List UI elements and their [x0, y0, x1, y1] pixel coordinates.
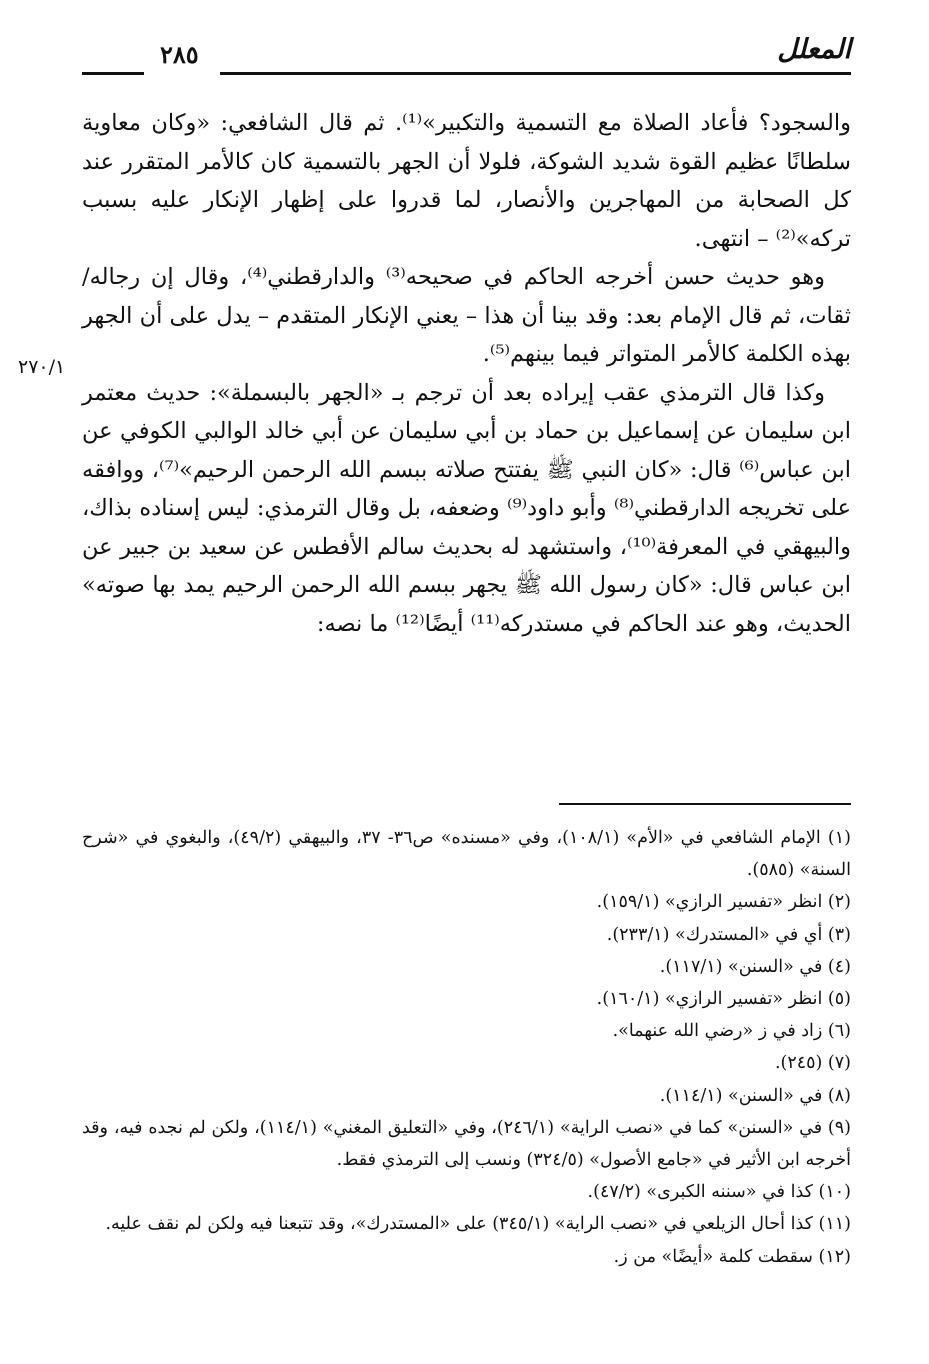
footnote: (٦) زاد في ز «رضي الله عنهما».: [612, 1021, 851, 1042]
header-rule: [220, 72, 851, 75]
footnote: (١١) كذا أحال الزيلعي في «نصب الراية» (٣٤٥/١) على «المستدرك»، وقد تتبعنا فيه ولكن لم نقف عليه.: [105, 1214, 851, 1235]
footnote: (٧) (٢٤٥).: [774, 1053, 851, 1074]
footnote: (٤) في «السنن» (١١٧/١).: [659, 956, 851, 977]
running-title: المعلل: [777, 34, 851, 65]
footnote-separator: [559, 803, 851, 805]
paragraph: والسجود؟ فأعاد الصلاة مع التسمية والتكبير»⁽¹⁾. ثم قال الشافعي: «وكان معاوية سلطانًا عظيم القوة شديد الشوكة، فلولا أن الجهر بالتسمية كان كالأمر المتقرر عند كل الصحابة من المهاجرين والأنصار، لما قدروا على إظهار الإنكار عليه بسبب تركه»⁽²⁾ – انتهى.: [82, 110, 851, 252]
footnote: (٨) في «السنن» (١١٤/١).: [659, 1085, 851, 1106]
running-header: [82, 34, 851, 82]
footnote: (٢) انظر «تفسير الرازي» (١٥٩/١).: [596, 892, 851, 913]
footnote: (٣) أي في «المستدرك» (٢٣٣/١).: [606, 924, 851, 945]
footnote: (١) الإمام الشافعي في «الأم» (١٠٨/١)، وفي «مسنده» ص٣٦- ٣٧، والبيهقي (٤٩/٢)، والبغوي في «شرح السنة» (٥٨٥).: [82, 828, 851, 881]
margin-manuscript-reference: ٢٧٠/١: [18, 356, 66, 378]
footnote: (٩) في «السنن» كما في «نصب الراية» (٢٤٦/١)، وفي «التعليق المغني» (١١٤/١)، ولكن لم نجده فيه، وقد أخرجه ابن الأثير في «جامع الأصول» (٣٢٤/٥) ونسب إلى الترمذي فقط.: [82, 1117, 851, 1171]
header-rule-short: [82, 72, 144, 75]
main-text: [82, 104, 851, 643]
footnote: (١٢) سقطت كلمة «أيضًا» من ز.: [613, 1246, 851, 1267]
paragraph: وكذا قال الترمذي عقب إيراده بعد أن ترجم بـ «الجهر بالبسملة»: حديث معتمر ابن سليمان عن إسماعيل بن حماد بن أبي سليمان عن أبي خالد الوالبي الكوفي عن ابن عباس⁽⁶⁾ قال: «كان النبي ﷺ يفتتح صلاته ببسم الله الرحمن الرحيم»⁽⁷⁾، ووافقه على تخريجه الدارقطني⁽⁸⁾ وأبو داود⁽⁹⁾ وضعفه، بل وقال الترمذي: ليس إسناده بذاك، والبيهقي في المعرفة⁽¹⁰⁾، واستشهد له بحديث سالم الأفطس عن سعيد بن جبير عن ابن عباس قال: «كان رسول الله ﷺ يجهر ببسم الله الرحمن الرحيم يمد بها صوته» الحديث، وهو عند الحاكم في مستدركه⁽¹¹⁾ أيضًا⁽¹²⁾ ما نصه:: [82, 379, 852, 637]
page-number: ٢٨٥: [160, 40, 199, 69]
footnote: (٥) انظر «تفسير الرازي» (١٦٠/١).: [596, 989, 851, 1010]
footnotes: [82, 822, 851, 1273]
paragraph: وهو حديث حسن أخرجه الحاكم في صحيحه⁽³⁾ والدارقطني⁽⁴⁾، وقال إن رجاله/ ثقات، ثم قال الإمام بعد: وقد بينا أن هذا – يعني الإنكار المتقدم – يدل على أن الجهر بهذه الكلمة كالأمر المتواتر فيما بينهم⁽⁵⁾.: [82, 264, 851, 367]
footnote: (١٠) كذا في «سننه الكبرى» (٤٧/٢).: [587, 1182, 851, 1203]
